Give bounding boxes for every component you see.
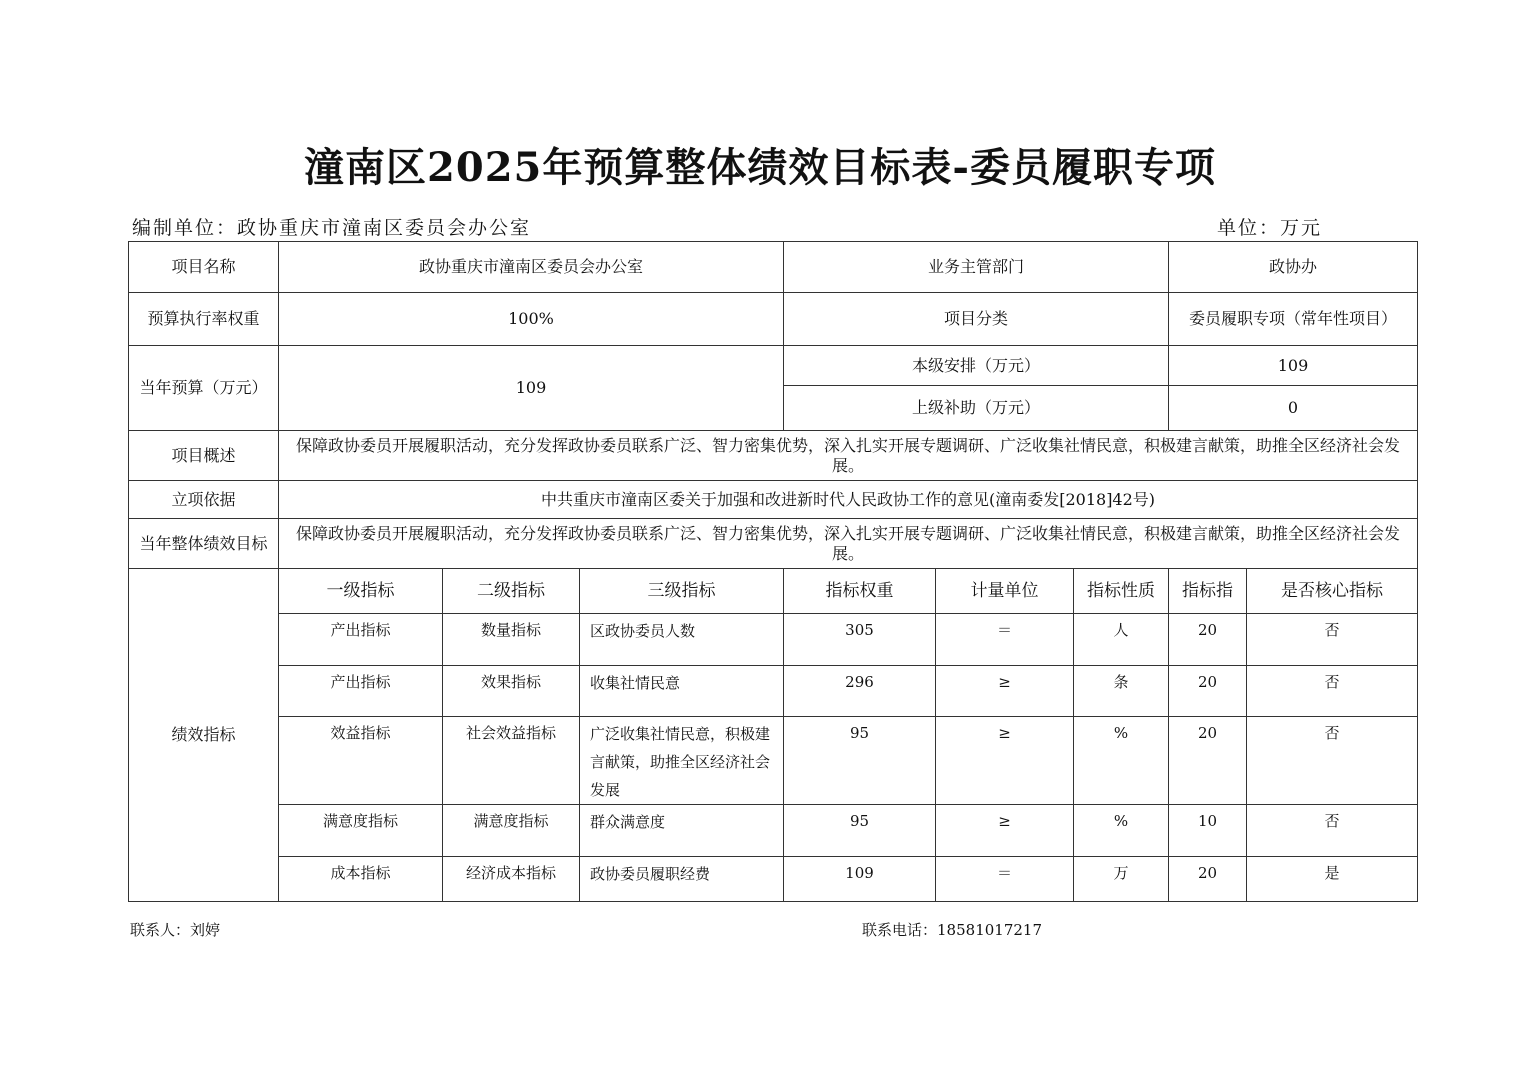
- table-cell: 成本指标: [279, 857, 443, 902]
- table-cell: 是: [1247, 857, 1418, 902]
- table-row: [129, 717, 1418, 805]
- overview-value: 保障政协委员开展履职活动，充分发挥政协委员联系广泛、智力密集优势，深入扎实开展专题调研、广泛收集社情民意，积极建言献策，助推全区经济社会发展。: [279, 431, 1418, 481]
- table-cell: ≥: [936, 666, 1074, 717]
- overview-label: 项目概述: [129, 431, 279, 481]
- local-label: 本级安排（万元）: [784, 346, 1169, 386]
- table-cell: ≥: [936, 805, 1074, 857]
- goal-value: 保障政协委员开展履职活动，充分发挥政协委员联系广泛、智力密集优势，深入扎实开展专题调研、广泛收集社情民意，积极建言献策，助推全区经济社会发展。: [279, 519, 1418, 569]
- project-name-label: 项目名称: [129, 242, 279, 293]
- perf-header-row: [129, 569, 1418, 614]
- category-value: 委员履职专项（常年性项目）: [1169, 293, 1418, 346]
- table-row: [129, 481, 1418, 519]
- table-cell: 人: [1074, 614, 1169, 666]
- table-cell: 社会效益指标: [443, 717, 580, 805]
- table-cell: %: [1074, 805, 1169, 857]
- table-cell: 收集社情民意: [580, 666, 784, 717]
- phone-label: 联系电话：: [862, 921, 938, 939]
- exec-rate-value: 100%: [279, 293, 784, 346]
- table-cell: 产出指标: [279, 614, 443, 666]
- table-row: [129, 346, 1418, 386]
- table-cell: ＝: [936, 614, 1074, 666]
- compiling-unit-value: 政协重庆市潼南区委员会办公室: [237, 217, 532, 239]
- compiling-unit: [132, 213, 531, 240]
- table-cell: 满意度指标: [443, 805, 580, 857]
- table-cell: 20: [1169, 666, 1247, 717]
- contact-person: [130, 919, 220, 940]
- table-cell: 否: [1247, 666, 1418, 717]
- contact-phone: [862, 919, 1042, 940]
- table-cell: 政协委员履职经费: [580, 857, 784, 902]
- table-cell: 305: [784, 614, 936, 666]
- table-cell: 数量指标: [443, 614, 580, 666]
- performance-target-table: [128, 241, 1418, 902]
- superior-value: 0: [1169, 386, 1418, 431]
- table-cell: ≥: [936, 717, 1074, 805]
- table-row: [129, 431, 1418, 481]
- table-cell: 条: [1074, 666, 1169, 717]
- table-cell: 效果指标: [443, 666, 580, 717]
- table-cell: 109: [784, 857, 936, 902]
- table-cell: 296: [784, 666, 936, 717]
- table-row: [129, 614, 1418, 666]
- table-cell: ＝: [936, 857, 1074, 902]
- column-header: 指标指: [1169, 569, 1247, 614]
- contact-label: 联系人：: [130, 921, 191, 939]
- table-cell: 20: [1169, 717, 1247, 805]
- perf-label: 绩效指标: [129, 569, 279, 902]
- currency-unit: [1217, 213, 1322, 240]
- table-row: [129, 805, 1418, 857]
- column-header: 指标性质: [1074, 569, 1169, 614]
- page-title: 潼南区2025年预算整体绩效目标表-委员履职专项: [304, 144, 1216, 191]
- budget-value: 109: [279, 346, 784, 431]
- dept-value: 政协办: [1169, 242, 1418, 293]
- table-cell: 10: [1169, 805, 1247, 857]
- superior-label: 上级补助（万元）: [784, 386, 1169, 431]
- column-header: 计量单位: [936, 569, 1074, 614]
- table-cell: 群众满意度: [580, 805, 784, 857]
- table-cell: 区政协委员人数: [580, 614, 784, 666]
- category-label: 项目分类: [784, 293, 1169, 346]
- column-header: 三级指标: [580, 569, 784, 614]
- table-row: [129, 857, 1418, 902]
- phone-value: 18581017217: [937, 921, 1042, 939]
- budget-label: 当年预算（万元）: [129, 346, 279, 431]
- table-cell: 万: [1074, 857, 1169, 902]
- column-header: 是否核心指标: [1247, 569, 1418, 614]
- currency-unit-value: 万元: [1280, 217, 1323, 239]
- table-cell: 否: [1247, 805, 1418, 857]
- table-cell: 否: [1247, 717, 1418, 805]
- table-cell: 95: [784, 717, 936, 805]
- table-row: [129, 519, 1418, 569]
- exec-rate-label: 预算执行率权重: [129, 293, 279, 346]
- table-cell: 否: [1247, 614, 1418, 666]
- table-cell: 95: [784, 805, 936, 857]
- column-header: 二级指标: [443, 569, 580, 614]
- table-cell: 满意度指标: [279, 805, 443, 857]
- column-header: 一级指标: [279, 569, 443, 614]
- currency-unit-label: 单位：: [1217, 217, 1281, 239]
- contact-value: 刘婷: [190, 921, 221, 939]
- table-cell: %: [1074, 717, 1169, 805]
- table-cell: 20: [1169, 614, 1247, 666]
- column-header: 指标权重: [784, 569, 936, 614]
- dept-label: 业务主管部门: [784, 242, 1169, 293]
- local-value: 109: [1169, 346, 1418, 386]
- table-cell: 20: [1169, 857, 1247, 902]
- goal-label: 当年整体绩效目标: [129, 519, 279, 569]
- table-cell: 经济成本指标: [443, 857, 580, 902]
- table-row: [129, 666, 1418, 717]
- table-cell: 广泛收集社情民意，积极建言献策，助推全区经济社会发展: [580, 717, 784, 805]
- compiling-unit-label: 编制单位：: [132, 217, 238, 239]
- basis-value: 中共重庆市潼南区委关于加强和改进新时代人民政协工作的意见(潼南委发[2018]42号): [279, 481, 1418, 519]
- table-cell: 产出指标: [279, 666, 443, 717]
- basis-label: 立项依据: [129, 481, 279, 519]
- project-name-value: 政协重庆市潼南区委员会办公室: [279, 242, 784, 293]
- table-row: [129, 242, 1418, 293]
- table-row: [129, 293, 1418, 346]
- table-cell: 效益指标: [279, 717, 443, 805]
